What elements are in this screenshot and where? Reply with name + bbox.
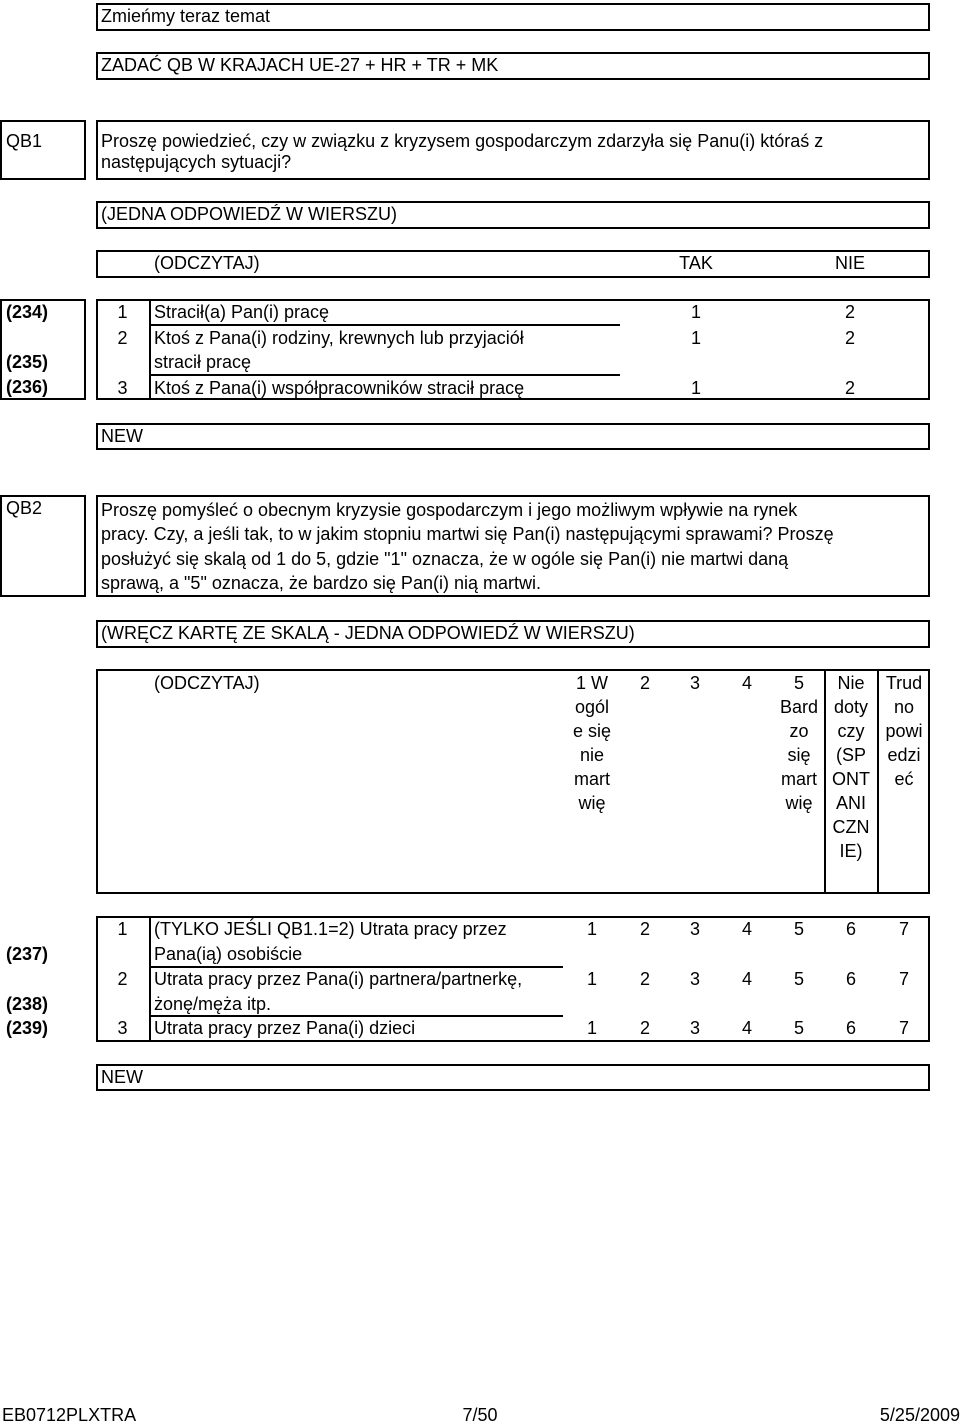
qb2-var-238: (238): [6, 994, 49, 1014]
qb2-row2-code: 4: [741, 969, 752, 989]
qb2-question-line3: posłużyć się skalą od 1 do 5, gdzie "1" oznacza, że w ogóle się Pan(i) nie martwi daną: [101, 549, 789, 569]
qb2-row3-num: 3: [117, 1018, 128, 1038]
qb2-row3-code: 5: [793, 1018, 804, 1038]
qb1-new-label: NEW: [101, 426, 143, 446]
qb1-row3-num: 3: [117, 378, 128, 398]
qb2-var-237: (237): [6, 944, 49, 964]
scale-header-5: 5 Bard zo się mart wię: [779, 673, 819, 813]
qb1-read-label: (ODCZYTAJ): [154, 253, 260, 273]
qb1-row3-text: Ktoś z Pana(i) współpracowników stracił pracę: [154, 378, 525, 398]
qb2-row3-text1: Utrata pracy przez Pana(i) dzieci: [154, 1018, 416, 1038]
qb1-var-234: (234): [6, 302, 49, 322]
qb2-row2-code: 2: [639, 969, 650, 989]
qb1-instruction: (JEDNA ODPOWIEDŹ W WIERSZU): [101, 204, 397, 224]
scale-header-3: 3: [689, 673, 700, 693]
qb1-row1-text: Stracił(a) Pan(i) pracę: [154, 302, 330, 322]
qb2-row2-text2: żonę/męża itp.: [154, 994, 272, 1014]
qb1-row1-yes: 1: [690, 302, 701, 322]
qb1-question-line1: Proszę powiedzieć, czy w związku z kryzysem gospodarczym zdarzyła się Panu(i) któraś z: [101, 131, 824, 151]
qb1-col-yes: TAK: [679, 253, 713, 273]
qb2-row2-code: 3: [689, 969, 700, 989]
qb1-var-236: (236): [6, 377, 49, 397]
scale-header-dont-know: Trud no powi edzi eć: [885, 673, 923, 789]
qb2-var-239: (239): [6, 1018, 49, 1038]
topic-change-text: Zmieńmy teraz temat: [101, 6, 271, 26]
qb2-new-box: [96, 1064, 930, 1091]
country-instruction-text: ZADAĆ QB W KRAJACH UE-27 + HR + TR + MK: [101, 55, 499, 75]
qb2-row2-num: 2: [117, 969, 128, 989]
qb2-row1-code: 6: [845, 919, 856, 939]
qb2-row1-code: 2: [639, 919, 650, 939]
qb2-row2-text1: Utrata pracy przez Pana(i) partnera/partnerkę,: [154, 969, 523, 989]
qb1-row2-text1: Ktoś z Pana(i) rodziny, krewnych lub przyjaciół: [154, 328, 524, 348]
qb2-row2-code: 7: [898, 969, 909, 989]
qb1-row2-yes: 1: [690, 328, 701, 348]
qb2-read-label: (ODCZYTAJ): [154, 673, 260, 693]
qb1-row1-num: 1: [117, 302, 128, 322]
qb2-row3-code: 4: [741, 1018, 752, 1038]
footer-date: 5/25/2009: [879, 1405, 960, 1425]
qb2-code: QB2: [6, 498, 43, 518]
qb2-row2-code: 1: [586, 969, 597, 989]
qb2-instruction: (WRĘCZ KARTĘ ZE SKALĄ - JEDNA ODPOWIEDŹ W WIERSZU): [101, 623, 635, 643]
qb2-row3-code: 1: [586, 1018, 597, 1038]
qb2-row1-code: 1: [586, 919, 597, 939]
qb1-row2-no: 2: [844, 328, 855, 348]
qb2-row1-code: 3: [689, 919, 700, 939]
qb2-question-line1: Proszę pomyśleć o obecnym kryzysie gospodarczym i jego możliwym wpływie na rynek: [101, 500, 798, 520]
qb2-row1-num: 1: [117, 919, 128, 939]
qb2-question-line2: pracy. Czy, a jeśli tak, to w jakim stopniu martwi się Pan(i) następującymi sprawami? Proszę: [101, 524, 834, 544]
scale-header-1: 1 W ogól e się nie mart wię: [572, 673, 612, 813]
scale-header-2: 2: [639, 673, 650, 693]
qb1-row1-no: 2: [844, 302, 855, 322]
scale-header-not-concerned: Nie doty czy (SP ONT ANI CZN IE): [832, 673, 870, 861]
qb1-var-235: (235): [6, 352, 49, 372]
qb2-row2-code: 5: [793, 969, 804, 989]
qb2-row3-code: 6: [845, 1018, 856, 1038]
qb2-new-label: NEW: [101, 1067, 143, 1087]
qb2-row1-text1: (TYLKO JEŚLI QB1.1=2) Utrata pracy przez: [154, 919, 507, 939]
qb2-row3-code: 2: [639, 1018, 650, 1038]
qb1-code: QB1: [6, 131, 43, 151]
qb2-question-line4: sprawą, a "5" oznacza, że bardzo się Pan(i) nią martwi.: [101, 573, 541, 593]
qb1-new-box: [96, 423, 930, 450]
qb2-row1-code: 7: [898, 919, 909, 939]
footer-doc-id: EB0712PLXTRA: [2, 1405, 137, 1425]
scale-header-4: 4: [741, 673, 752, 693]
qb2-row3-code: 3: [689, 1018, 700, 1038]
qb1-row2-text2: stracił pracę: [154, 352, 252, 372]
qb1-col-no: NIE: [834, 253, 865, 273]
qb1-row3-no: 2: [844, 378, 855, 398]
qb2-row3-code: 7: [898, 1018, 909, 1038]
qb2-row1-code: 5: [793, 919, 804, 939]
qb2-row1-code: 4: [741, 919, 752, 939]
qb1-question-line2: następujących sytuacji?: [101, 152, 292, 172]
qb2-row2-code: 6: [845, 969, 856, 989]
qb1-row3-yes: 1: [690, 378, 701, 398]
qb2-row1-text2: Pana(ią) osobiście: [154, 944, 303, 964]
qb1-row2-num: 2: [117, 328, 128, 348]
footer-page-number: 7/50: [462, 1405, 498, 1425]
